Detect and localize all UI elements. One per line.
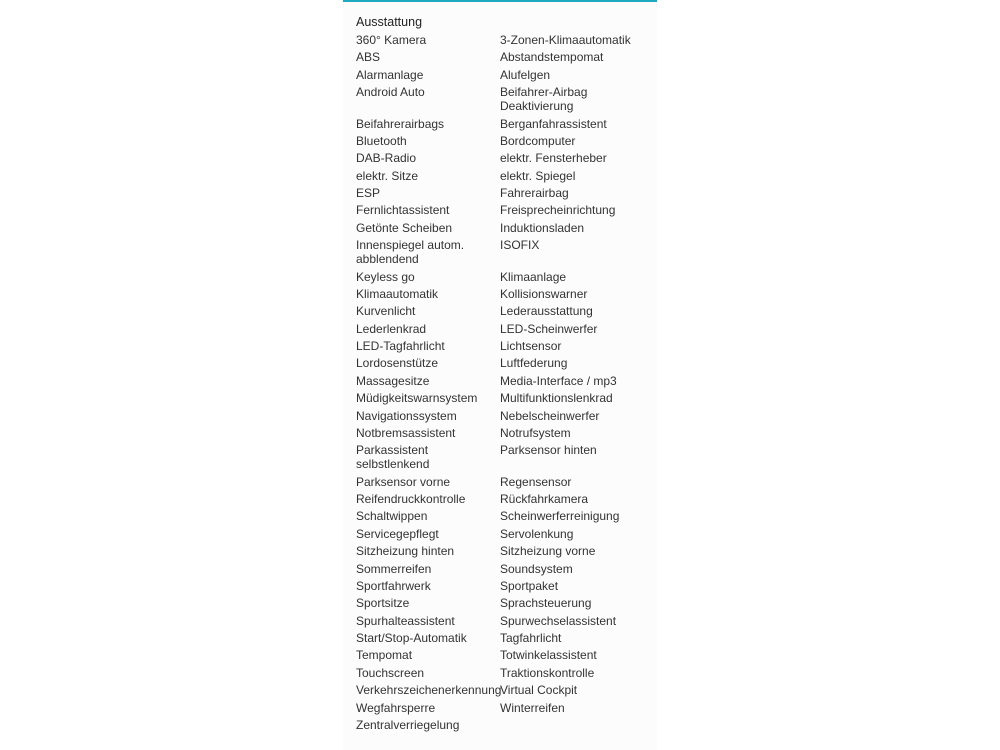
equipment-item: Notrufsystem (500, 425, 571, 440)
equipment-item: LED-Scheinwerfer (500, 321, 598, 336)
equipment-item: Beifahrer-Airbag Deaktivierung (500, 85, 588, 114)
equipment-item: Servicegepflegt (356, 526, 439, 541)
equipment-list (356, 31, 656, 733)
equipment-item: Verkehrszeichenerkennung (356, 683, 502, 698)
equipment-item: ISOFIX (500, 238, 540, 253)
equipment-item: Bordcomputer (500, 133, 576, 148)
equipment-item: Sportfahrwerk (356, 578, 431, 593)
equipment-item: Spurwechselassistent (500, 613, 617, 628)
equipment-item: Sprachsteuerung (500, 596, 592, 611)
equipment-item: elektr. Spiegel (500, 168, 576, 183)
equipment-item: Tagfahrlicht (500, 631, 562, 646)
equipment-item: 3-Zonen-Klimaautomatik (500, 33, 631, 48)
equipment-item: Regensensor (500, 474, 572, 489)
equipment-item: Sommerreifen (356, 561, 432, 576)
equipment-item: Sportsitze (356, 596, 410, 611)
equipment-item: Lederlenkrad (356, 321, 427, 336)
equipment-item: Touchscreen (356, 665, 425, 680)
equipment-item: Luftfederung (500, 356, 568, 371)
equipment-item: Bluetooth (356, 133, 407, 148)
equipment-item: Keyless go (356, 269, 415, 284)
equipment-item: Klimaautomatik (356, 286, 439, 301)
equipment-item: Lederausstattung (500, 304, 593, 319)
equipment-item: Lordosenstütze (356, 356, 439, 371)
equipment-item: Notbremsassistent (356, 425, 456, 440)
equipment-item: Winterreifen (500, 700, 565, 715)
equipment-item: Servolenkung (500, 526, 574, 541)
equipment-item: Nebelscheinwerfer (500, 408, 600, 423)
equipment-item: Android Auto (356, 85, 425, 100)
equipment-item: Parksensor vorne (356, 474, 451, 489)
equipment-item: Klimaanlage (500, 269, 567, 284)
equipment-item: Kurvenlicht (356, 304, 416, 319)
equipment-item: Alarmanlage (356, 67, 424, 82)
equipment-panel (343, 0, 657, 750)
equipment-section (356, 14, 656, 734)
equipment-item: elektr. Fensterheber (500, 151, 607, 166)
equipment-item: DAB-Radio (356, 151, 417, 166)
equipment-item: Beifahrerairbags (356, 116, 445, 131)
equipment-item: Berganfahrassistent (500, 116, 607, 131)
equipment-item: Müdigkeitswarnsystem (356, 391, 478, 406)
equipment-item: ESP (356, 186, 381, 201)
equipment-item: Schaltwippen (356, 509, 428, 524)
equipment-item: Reifendruckkontrolle (356, 492, 466, 507)
equipment-item: Virtual Cockpit (500, 683, 578, 698)
equipment-item: ABS (356, 50, 381, 65)
equipment-item: LED-Tagfahrlicht (356, 339, 445, 354)
equipment-item: Induktionsladen (500, 220, 585, 235)
equipment-item: Start/Stop-Automatik (356, 631, 467, 646)
equipment-item: Traktionskontrolle (500, 665, 595, 680)
equipment-item: Sitzheizung vorne (500, 544, 596, 559)
equipment-item: elektr. Sitze (356, 168, 419, 183)
equipment-item: Abstandstempomat (500, 50, 604, 65)
equipment-item: Freisprecheinrichtung (500, 203, 616, 218)
equipment-item: Totwinkelassistent (500, 648, 597, 663)
equipment-item: Lichtsensor (500, 339, 562, 354)
equipment-item: Tempomat (356, 648, 413, 663)
equipment-item: Parkassistent selbstlenkend (356, 443, 430, 472)
equipment-item: Parksensor hinten (500, 443, 597, 458)
equipment-item: Navigationssystem (356, 408, 457, 423)
section-title: Ausstattung (356, 15, 423, 29)
equipment-item: Soundsystem (500, 561, 573, 576)
equipment-item: Fernlichtassistent (356, 203, 450, 218)
equipment-item: Fahrerairbag (500, 186, 569, 201)
equipment-item: Sitzheizung hinten (356, 544, 455, 559)
equipment-item: Sportpaket (500, 578, 559, 593)
equipment-item (500, 716, 656, 733)
equipment-item: Zentralverriegelung (356, 717, 460, 732)
equipment-item: Rückfahrkamera (500, 492, 589, 507)
accent-bar (343, 0, 657, 2)
equipment-item: 360° Kamera (356, 33, 427, 48)
equipment-item: Alufelgen (500, 67, 551, 82)
equipment-item: Multifunktionslenkrad (500, 391, 613, 406)
equipment-item: Getönte Scheiben (356, 220, 453, 235)
equipment-item: Scheinwerferreinigung (500, 509, 620, 524)
equipment-item: Massagesitze (356, 373, 430, 388)
equipment-item: Innenspiegel autom. abblendend (356, 238, 465, 267)
equipment-item: Kollisionswarner (500, 286, 588, 301)
equipment-item: Media-Interface / mp3 (500, 373, 617, 388)
equipment-item: Spurhalteassistent (356, 613, 455, 628)
equipment-item: Wegfahrsperre (356, 700, 436, 715)
